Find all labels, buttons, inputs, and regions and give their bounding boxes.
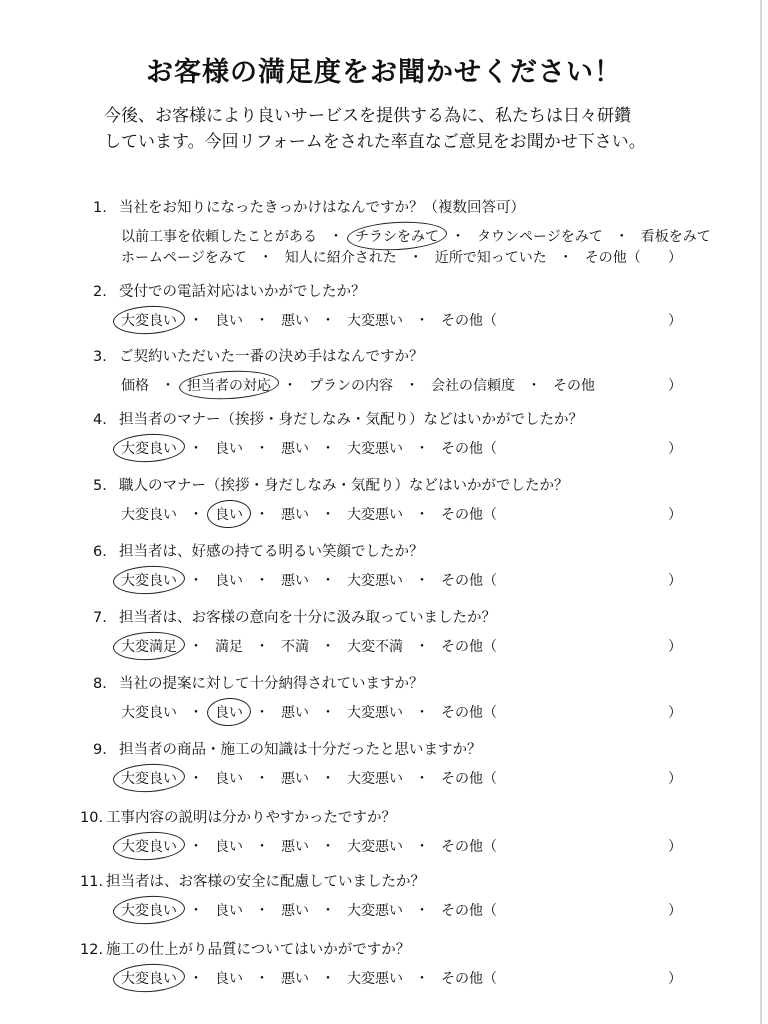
answer-options: [118, 968, 500, 988]
page-title: お客様の満足度をお聞かせください！: [146, 57, 622, 88]
answer-option-selected[interactable]: 大変満足: [118, 636, 180, 656]
option-separator: ・: [558, 250, 573, 266]
answer-option[interactable]: 大変悪い: [347, 573, 403, 589]
option-separator: ・: [329, 229, 343, 245]
answer-option[interactable]: その他（: [441, 639, 497, 655]
question-text: [93, 408, 583, 429]
option-separator: ・: [321, 441, 335, 457]
question-number: 10.: [80, 810, 104, 826]
option-separator: ・: [415, 705, 429, 721]
answer-option[interactable]: 不満: [281, 639, 309, 655]
answer-option[interactable]: 大変悪い: [347, 839, 403, 855]
option-separator: ・: [189, 313, 203, 329]
other-close-paren: ）: [668, 313, 682, 329]
answer-option[interactable]: 大変悪い: [347, 771, 403, 787]
answer-option[interactable]: 悪い: [281, 705, 309, 721]
answer-options: [118, 570, 500, 590]
question-label: 担当者は、お客様の意向を十分に汲み取っていましたか？: [119, 610, 496, 626]
question-text: [93, 672, 424, 693]
question-label: 受付での電話対応はいかがでしたか？: [119, 284, 366, 300]
answer-option[interactable]: ホームページをみて: [121, 250, 247, 266]
option-separator: ・: [189, 573, 203, 589]
answer-option-selected[interactable]: 大変良い: [118, 310, 180, 330]
answer-option[interactable]: プランの内容: [309, 378, 393, 394]
option-separator: ・: [321, 705, 335, 721]
question-number: 4.: [93, 412, 107, 428]
option-separator: ・: [451, 229, 465, 245]
answer-option[interactable]: 悪い: [281, 771, 309, 787]
answer-option[interactable]: その他（: [441, 705, 497, 721]
question-number: 12.: [80, 942, 104, 958]
other-close-paren: ）: [668, 971, 682, 987]
question-number: 6.: [93, 544, 107, 560]
answer-options: [118, 836, 500, 856]
answer-option[interactable]: その他: [553, 378, 595, 394]
answer-option-selected[interactable]: 担当者の対応: [184, 375, 274, 395]
answer-option-selected[interactable]: チラシをみて: [352, 226, 442, 246]
answer-option[interactable]: その他（: [441, 771, 497, 787]
answer-options: [118, 900, 500, 920]
option-separator: ・: [189, 705, 203, 721]
intro-text: [104, 103, 744, 155]
answer-option[interactable]: 悪い: [281, 313, 309, 329]
option-separator: ・: [255, 639, 269, 655]
answer-options: [118, 768, 500, 788]
answer-option[interactable]: 悪い: [281, 903, 309, 919]
option-separator: ・: [189, 903, 203, 919]
answer-option[interactable]: 大変悪い: [347, 507, 403, 523]
answer-options: [118, 310, 500, 330]
option-separator: ・: [415, 507, 429, 523]
option-separator: ・: [415, 903, 429, 919]
option-separator: ・: [527, 378, 541, 394]
question-text: [80, 870, 425, 891]
answer-options: [118, 702, 500, 722]
question-number: 3.: [93, 349, 107, 365]
option-separator: ・: [189, 771, 203, 787]
answer-option[interactable]: タウンページをみて: [477, 229, 603, 245]
answer-option[interactable]: 良い: [215, 441, 243, 457]
answer-option[interactable]: 悪い: [281, 971, 309, 987]
answer-option[interactable]: 良い: [215, 771, 243, 787]
answer-option[interactable]: その他（: [441, 839, 497, 855]
question-text: [80, 806, 396, 827]
question-label: 当社をお知りになったきっかけはなんですか？（複数回答可）: [119, 200, 525, 216]
question-number: 5.: [93, 478, 107, 494]
intro-line: しています。今回リフォームをされた率直なご意見をお聞かせ下さい。: [104, 132, 646, 152]
intro-line: 今後、お客様により良いサービスを提供する為に、私たちは日々研鑽: [104, 106, 631, 126]
answer-option[interactable]: 大変悪い: [347, 903, 403, 919]
answer-option-selected[interactable]: 大変良い: [118, 968, 180, 988]
answer-options: [118, 226, 714, 246]
option-separator: ・: [255, 313, 269, 329]
answer-option[interactable]: 大変悪い: [347, 971, 403, 987]
option-separator: ・: [255, 441, 269, 457]
option-separator: ・: [189, 971, 203, 987]
question-label: 職人のマナー（挨拶・身だしなみ・気配り）などはいかがでしたか？: [119, 478, 569, 494]
answer-option[interactable]: 悪い: [281, 839, 309, 855]
option-separator: ・: [614, 229, 629, 245]
option-separator: ・: [415, 441, 429, 457]
answer-option[interactable]: 大変悪い: [347, 705, 403, 721]
question-label: 担当者は、好感の持てる明るい笑顔でしたか？: [119, 544, 424, 560]
answer-option[interactable]: 看板をみて: [640, 229, 711, 245]
answer-option[interactable]: 良い: [215, 903, 243, 919]
other-close-paren: ）: [668, 639, 682, 655]
answer-options: [118, 636, 500, 656]
question-number: 7.: [93, 610, 107, 626]
question-number: 2.: [93, 284, 107, 300]
question-text: [93, 540, 424, 561]
option-separator: ・: [161, 378, 175, 394]
answer-options: [118, 438, 500, 458]
answer-option[interactable]: その他（: [441, 441, 497, 457]
question-label: 工事内容の説明は分かりやすかったですか？: [106, 810, 396, 826]
answer-option[interactable]: その他（: [441, 573, 497, 589]
answer-option[interactable]: 大変悪い: [347, 313, 403, 329]
option-separator: ・: [189, 639, 203, 655]
answer-option-selected[interactable]: 大変良い: [118, 438, 180, 458]
option-separator: ・: [189, 441, 203, 457]
answer-option[interactable]: 大変良い: [121, 507, 177, 523]
answer-option[interactable]: 悪い: [281, 573, 309, 589]
question-text: [93, 280, 366, 301]
answer-option-selected[interactable]: 大変良い: [118, 900, 180, 920]
question-number: 1.: [93, 200, 107, 216]
answer-option-selected[interactable]: 良い: [212, 504, 246, 524]
other-close-paren: ）: [668, 771, 682, 787]
option-separator: ・: [415, 313, 429, 329]
answer-option-selected[interactable]: 良い: [212, 702, 246, 722]
answer-option[interactable]: その他（: [441, 903, 497, 919]
other-close-paren: ）: [668, 250, 682, 266]
option-separator: ・: [258, 250, 273, 266]
answer-options: [118, 247, 644, 267]
option-separator: ・: [255, 839, 269, 855]
option-separator: ・: [405, 378, 419, 394]
other-close-paren: ）: [668, 903, 682, 919]
answer-option[interactable]: その他（: [441, 971, 497, 987]
option-separator: ・: [255, 771, 269, 787]
answer-option-selected[interactable]: 大変良い: [118, 570, 180, 590]
answer-option[interactable]: 良い: [215, 839, 243, 855]
option-separator: ・: [321, 507, 335, 523]
option-separator: ・: [415, 971, 429, 987]
answer-option[interactable]: 大変悪い: [347, 441, 403, 457]
other-close-paren: ）: [668, 573, 682, 589]
answer-option[interactable]: 悪い: [281, 441, 309, 457]
question-text: [93, 474, 569, 495]
answer-option[interactable]: 悪い: [281, 507, 309, 523]
other-close-paren: ）: [668, 705, 682, 721]
answer-option[interactable]: 近所で知っていた: [434, 250, 547, 266]
answer-option[interactable]: その他（: [441, 507, 497, 523]
option-separator: ・: [255, 971, 269, 987]
option-separator: ・: [321, 903, 335, 919]
answer-option[interactable]: 会社の信頼度: [431, 378, 515, 394]
question-text: [93, 606, 496, 627]
answer-option[interactable]: 大変不満: [347, 639, 403, 655]
question-number: 8.: [93, 676, 107, 692]
answer-option-selected[interactable]: 大変良い: [118, 836, 180, 856]
answer-option[interactable]: 大変良い: [121, 705, 177, 721]
answer-option[interactable]: その他（: [441, 313, 497, 329]
question-text: [80, 938, 410, 959]
option-separator: ・: [321, 573, 335, 589]
question-label: 担当者は、お客様の安全に配慮していましたか？: [106, 874, 425, 890]
question-text: [93, 738, 482, 759]
option-separator: ・: [321, 771, 335, 787]
answer-option[interactable]: 価格: [121, 378, 149, 394]
option-separator: ・: [321, 839, 335, 855]
answer-option[interactable]: 良い: [215, 313, 243, 329]
option-separator: ・: [189, 507, 203, 523]
option-separator: ・: [189, 839, 203, 855]
option-separator: ・: [255, 705, 269, 721]
option-separator: ・: [283, 378, 297, 394]
question-label: 担当者の商品・施工の知識は十分だったと思いますか？: [119, 742, 482, 758]
option-separator: ・: [255, 507, 269, 523]
option-separator: ・: [415, 573, 429, 589]
question-number: 9.: [93, 742, 107, 758]
option-separator: ・: [321, 639, 335, 655]
page-edge: [760, 0, 762, 1024]
question-number: 11.: [80, 874, 104, 890]
answer-option[interactable]: 知人に紹介された: [284, 250, 397, 266]
other-close-paren: ）: [668, 441, 682, 457]
option-separator: ・: [408, 250, 423, 266]
question-label: 当社の提案に対して十分納得されていますか？: [119, 676, 424, 692]
answer-option[interactable]: 満足: [215, 639, 243, 655]
question-label: 担当者のマナー（挨拶・身だしなみ・気配り）などはいかがでしたか？: [119, 412, 583, 428]
option-separator: ・: [415, 639, 429, 655]
other-close-paren: ）: [668, 839, 682, 855]
question-label: ご契約いただいた一番の決め手はなんですか？: [119, 349, 424, 365]
answer-options: [118, 504, 500, 524]
answer-option[interactable]: 良い: [215, 573, 243, 589]
question-text: [93, 196, 525, 217]
other-close-paren: ）: [668, 378, 682, 394]
question-text: [93, 345, 424, 366]
answer-option[interactable]: 以前工事を依頼したことがある: [121, 229, 317, 245]
answer-options: [118, 375, 598, 395]
option-separator: ・: [255, 573, 269, 589]
answer-option-selected[interactable]: 大変良い: [118, 768, 180, 788]
option-separator: ・: [415, 839, 429, 855]
option-separator: ・: [415, 771, 429, 787]
option-separator: ・: [321, 313, 335, 329]
question-label: 施工の仕上がり品質についてはいかがですか？: [106, 942, 411, 958]
answer-option[interactable]: 良い: [215, 971, 243, 987]
option-separator: ・: [255, 903, 269, 919]
answer-option[interactable]: その他（: [584, 250, 641, 266]
other-close-paren: ）: [668, 507, 682, 523]
option-separator: ・: [321, 971, 335, 987]
